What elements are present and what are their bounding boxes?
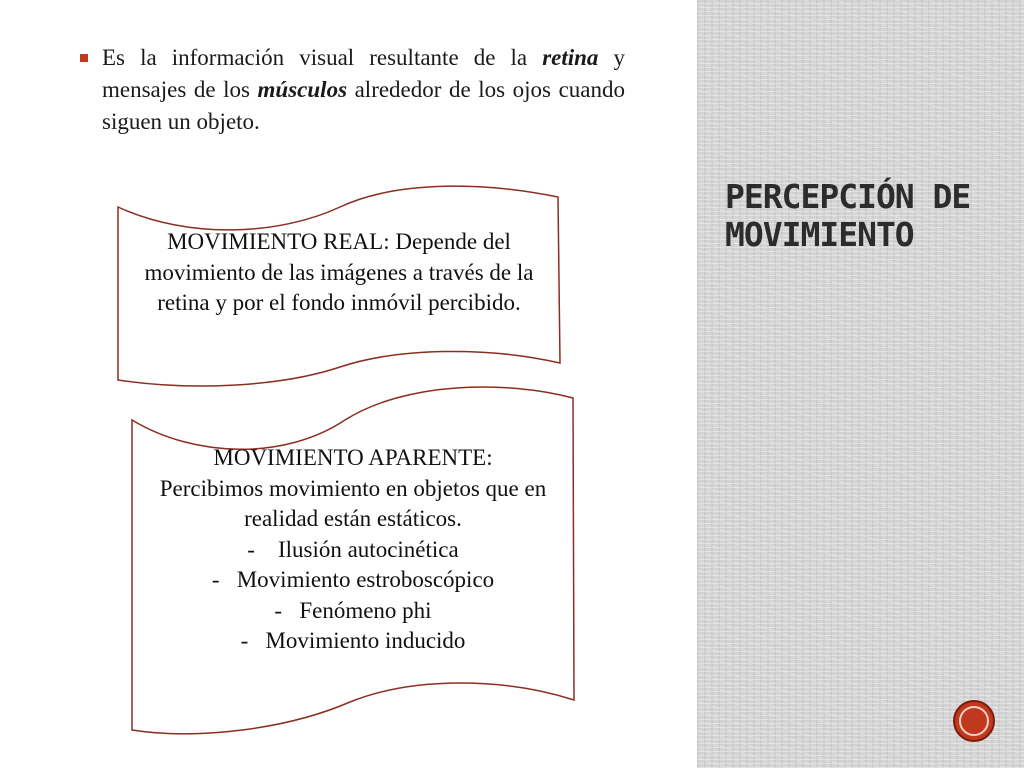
list-item: - Movimiento estroboscópico [211, 567, 495, 592]
emphasis-retina: retina [542, 45, 599, 70]
slide-title: PERCEPCIÓN DE MOVIMIENTO [725, 177, 971, 254]
title-sidebar [697, 0, 1024, 768]
next-slide-button[interactable] [953, 700, 995, 742]
intro-paragraph: Es la información visual resultante de la retina y mensajes de los músculos alrededor de los ojos cuando siguen un objeto. [102, 45, 625, 134]
list-item: - Movimiento inducido [240, 628, 466, 653]
circle-icon [959, 706, 989, 736]
list-item: - Fenómeno phi [274, 597, 432, 623]
apparent-description: Percibimos movimiento en objetos que en realidad están estáticos. [159, 475, 547, 531]
apparent-movement-text [133, 443, 573, 657]
square-bullet-icon [80, 54, 88, 62]
real-movement-text: MOVIMIENTO REAL: Depende del movimiento de las imágenes a través de la retina y por el fondo inmóvil percibido. [144, 229, 534, 315]
list-item: - Ilusión autocinética [247, 536, 459, 562]
apparent-heading: MOVIMIENTO APARENTE: [213, 445, 493, 470]
intro-bullet [80, 42, 625, 138]
apparent-movement-box [125, 380, 580, 750]
emphasis-musculos: músculos [257, 77, 348, 102]
real-movement-box [110, 185, 570, 390]
